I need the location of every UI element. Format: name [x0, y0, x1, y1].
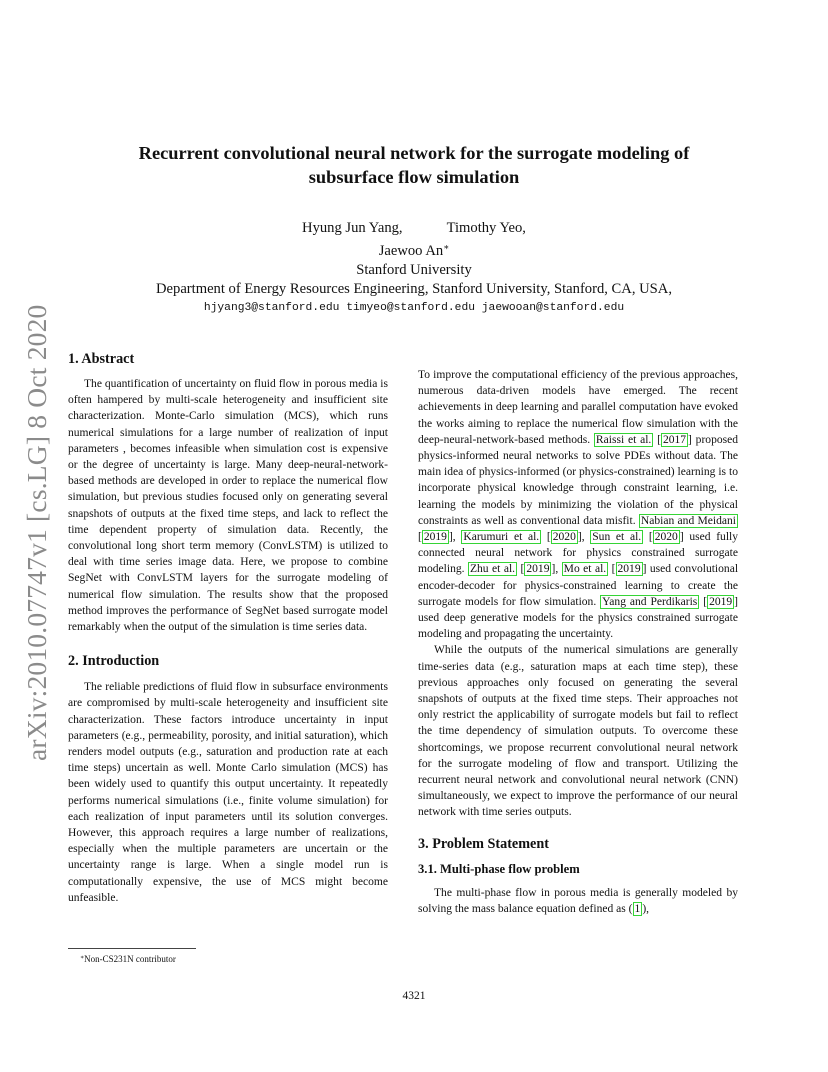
citation-karumuri-year[interactable]: 2020: [552, 531, 576, 544]
footnote: [80, 953, 176, 965]
introduction-paragraph-3: While the outputs of the numerical simulations are generally time-series data (e.g., saturation maps at each time step), these previous approaches only focused on generating the several snapshots of outputs at the fixed time steps. Their approaches not only restrict the applicability of surrogate models but fail to reflect the time dependency of simulation outputs. To overcome these shortcomings, we propose recurrent convolutional neural network for the surrogate modeling of flow and transport. Utilizing the recurrent neural network and convolutional neural network (CNN) simultaneously, we expect to improve the performance of our neural network with time series outputs.: [418, 644, 738, 819]
author-row-1: [0, 219, 828, 238]
equation-reference[interactable]: 1: [634, 902, 641, 915]
intro-p2-text-c: used fully connected neural network for physics constrained surrogate modeling.: [418, 531, 739, 576]
problem-paragraph: The multi-phase flow in porous media is generally modeled by solving the mass balance equation defined as ( 1 ),: [418, 886, 738, 915]
left-column: [68, 349, 388, 906]
author-3: Jaewoo An: [378, 243, 444, 259]
citation-nabian-year[interactable]: 2019: [423, 531, 447, 544]
introduction-paragraph-1: The reliable predictions of fluid flow in subsurface environments are compromised by multi-scale heterogeneity and insufficient site characterization. These factors introduce uncertainty in input parameters (e.g., permeability, porosity, and initial saturation), which renders model outputs (e.g., saturation and production rate at each time steps) uncertain as well. Monte Carlo simulation (MCS) has been widely used to quantify this output uncertainty. It repeatedly performs numerical simulations (i.e., finite volume simulation) for each realization of input parameters until its solution converges. However, this approach requires a large number of realizations, especially when the multiple parameters are uncertain or the uncertainty range is large. When a single model run is computationally expensive, the use of MCS might become unfeasible.: [68, 681, 388, 904]
author-2: Timothy Yeo,: [446, 220, 526, 236]
citation-zhu[interactable]: Zhu et al.: [469, 563, 516, 576]
citation-sun-year[interactable]: 2020: [654, 531, 678, 544]
citation-nabian[interactable]: Nabian and Meidani: [640, 514, 736, 527]
intro-p2-text-d: used convolutional encoder-decoder for physics-constrained learning to create the surrogate models for flow simulation.: [418, 563, 739, 608]
intro-p2-text-e: used deep generative models for the physics constrained surrogate modeling and propagating the uncertainty.: [418, 612, 738, 641]
citation-yang[interactable]: Yang and Perdikaris: [602, 595, 698, 608]
university: Stanford University: [356, 262, 472, 278]
citation-karumuri[interactable]: Karumuri et al.: [463, 531, 540, 544]
footnote-mark: ∗: [80, 955, 85, 961]
multiphase-flow-subheading: 3.1. Multi-phase flow problem: [418, 861, 580, 876]
citation-raissi[interactable]: Raissi et al.: [595, 433, 652, 446]
author-1: Hyung Jun Yang,: [302, 220, 403, 236]
problem-text: The multi-phase flow in porous media is generally modeled by solving the mass balance equation defined as: [418, 886, 738, 915]
department: Department of Energy Resources Engineering, Stanford University, Stanford, CA, USA,: [156, 281, 672, 297]
citation-mo[interactable]: Mo et al.: [563, 563, 607, 576]
arxiv-identifier-text: arXiv:2010.07747v1 [cs.LG] 8 Oct 2020: [21, 304, 52, 761]
citation-yang-year[interactable]: 2019: [709, 595, 733, 608]
intro-p2-text-b: proposed physics-informed neural networks to solve PDEs without data. The main idea of physics-informed (or physics-constrained) learning is to incorporate physical knowledge through constraint learning, i.e. learning the models by minimizing the violation of the physical constraints as well as conventional data misfit.: [418, 433, 739, 527]
email-list: hjyang3@stanford.edu timyeo@stanford.edu jaewooan@stanford.edu: [203, 302, 625, 314]
intro-p2-text-a: To improve the computational efficiency of the previous approaches, numerous data-driven models have emerged. The recent achievements in deep learning and parallel computation have evoked the works aiming to replace the numerical flow simulation with the deep-neural-network-based methods.: [418, 369, 738, 446]
abstract-heading: 1. Abstract: [68, 351, 135, 367]
introduction-heading: 2. Introduction: [68, 653, 160, 670]
right-column: [418, 351, 738, 917]
abstract-paragraph: The quantification of uncertainty on fluid flow in porous media is often hampered by multi-scale heterogeneity and insufficient site characterization. Monte-Carlo simulation (MCS), which runs numerical simulations for a large number of realization of input parameters , becomes infeasible when simulation cost is expensive or the degree of uncertainty is large. Many deep-neural-network-based methods are developed in order to replace the numerical flow simulation, but previous studies focused only on generating several snapshots of outputs at the fixed time steps, and lack to reflect the time dependent property of simulation data. Recently, the convolutional long short term memory (ConvLSTM) is utilized to deal with time series image data. Here, we propose to combine SegNet with ConvLSTM layers for the surrogate modeling of numerical flow simulation. The results show that the proposed method improves the performance of SegNet based surrogate model remarkably when the output of the simulation is time series data.: [68, 378, 388, 634]
introduction-paragraph-2: To improve the computational efficiency of the previous approaches, numerous data-driven models have emerged. The recent achievements in deep learning and parallel computation have evoked the works aiming to replace the numerical flow simulation with the deep-neural-network-based methods. Raissi et al. [ 2017 ] proposed physics-informed neural networks to solve PDEs without data. The main idea of physics-informed (or physics-constrained) learning is to incorporate physical knowledge through constraint learning, i.e. learning the models by minimizing the violation of the physical constraints as well as conventional data misfit. Nabian and Meidani [ 2019 ], Karumuri et al. [ 2020 ], Sun et al. [ 2020 ] used fully connected neural network for physics constrained surrogate modeling. Zhu et al. [ 2019 ], Mo et al. [ 2019 ] used convolutional encoder-decoder for physics-constrained learning to create the surrogate models for flow simulation. Yang and Perdikaris [ 2019 ] used deep generative models for the physics constrained surrogate modeling and propagating the uncertainty.: [418, 369, 739, 641]
author-row-2: [0, 238, 828, 261]
problem-statement-heading: 3. Problem Statement: [418, 835, 549, 852]
footnote-text: Non-CS231N contributor: [84, 954, 176, 964]
footnote-rule: [68, 948, 196, 949]
author-block: [0, 219, 828, 318]
citation-zhu-year[interactable]: 2019: [526, 563, 550, 576]
citation-mo-year[interactable]: 2019: [617, 563, 641, 576]
citation-raissi-year[interactable]: 2017: [662, 433, 687, 446]
paper-title: [0, 141, 828, 189]
title-line-1: Recurrent convolutional neural network for the surrogate modeling of: [138, 143, 690, 163]
citation-sun[interactable]: Sun et al.: [592, 531, 642, 544]
author-3-footnote-mark: ∗: [443, 242, 450, 252]
title-line-2: subsurface flow simulation: [308, 167, 520, 187]
page-number: 4321: [402, 990, 426, 1002]
